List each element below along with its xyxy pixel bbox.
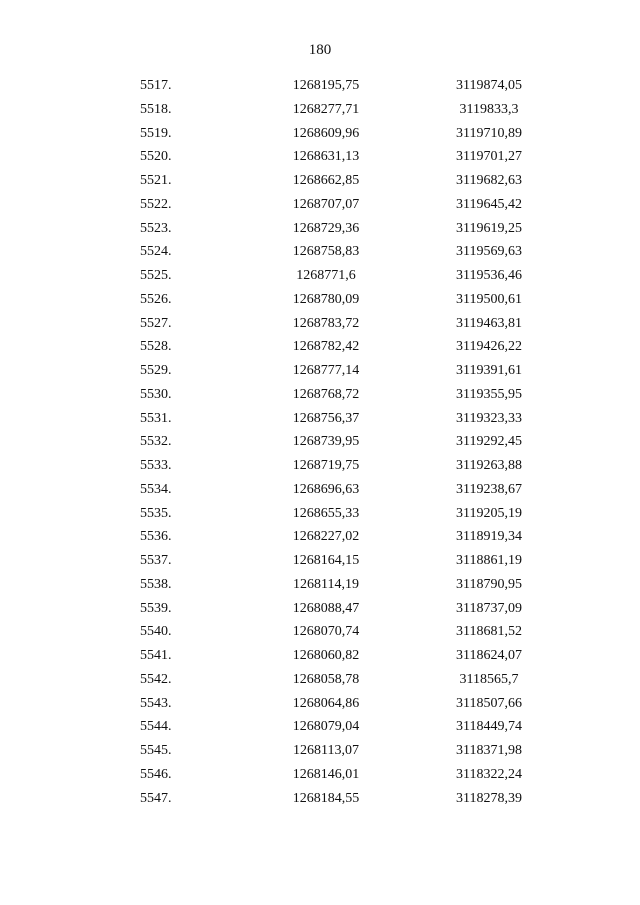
x-coordinate-cell: 1268079,04 bbox=[292, 719, 360, 735]
table-row bbox=[0, 573, 640, 597]
point-number-cell: 5539. bbox=[140, 600, 172, 616]
point-number-cell: 5530. bbox=[140, 386, 172, 402]
y-coordinate-cell: 3119619,25 bbox=[456, 220, 522, 236]
x-coordinate-cell: 1268782,42 bbox=[292, 339, 360, 355]
y-coordinate-cell: 3119500,61 bbox=[456, 291, 522, 307]
x-coordinate-cell: 1268696,63 bbox=[292, 481, 360, 497]
table-row bbox=[0, 264, 640, 288]
table-row bbox=[0, 193, 640, 217]
table-row bbox=[0, 620, 640, 644]
x-coordinate-cell: 1268783,72 bbox=[292, 315, 360, 331]
x-coordinate-cell: 1268655,33 bbox=[292, 505, 360, 521]
table-row bbox=[0, 359, 640, 383]
point-number-cell: 5543. bbox=[140, 695, 172, 711]
y-coordinate-cell: 3119463,81 bbox=[456, 315, 522, 331]
x-coordinate-cell: 1268758,83 bbox=[292, 244, 360, 260]
table-row bbox=[0, 335, 640, 359]
table-row bbox=[0, 122, 640, 146]
y-coordinate-cell: 3118507,66 bbox=[456, 695, 522, 711]
x-coordinate-cell: 1268771,6 bbox=[296, 268, 356, 283]
y-coordinate-cell: 3119645,42 bbox=[456, 196, 522, 212]
table-row bbox=[0, 145, 640, 169]
table-row bbox=[0, 98, 640, 122]
point-number-cell: 5520. bbox=[140, 149, 172, 165]
point-number-cell: 5540. bbox=[140, 624, 172, 640]
y-coordinate-cell: 3118278,39 bbox=[456, 790, 522, 806]
x-coordinate-cell: 1268184,55 bbox=[292, 790, 360, 806]
table-row bbox=[0, 312, 640, 336]
x-coordinate-cell: 1268756,37 bbox=[292, 410, 360, 426]
table-row bbox=[0, 715, 640, 739]
y-coordinate-cell: 3118624,07 bbox=[456, 648, 522, 663]
point-number-cell: 5541. bbox=[140, 648, 172, 663]
table-row bbox=[0, 597, 640, 621]
x-coordinate-cell: 1268060,82 bbox=[292, 648, 360, 663]
y-coordinate-cell: 3119536,46 bbox=[456, 268, 522, 283]
x-coordinate-cell: 1268719,75 bbox=[292, 458, 360, 473]
point-number-cell: 5526. bbox=[140, 291, 172, 307]
table-row bbox=[0, 288, 640, 312]
x-coordinate-cell: 1268058,78 bbox=[292, 671, 360, 687]
x-coordinate-cell: 1268768,72 bbox=[292, 386, 360, 402]
table-row bbox=[0, 240, 640, 264]
x-coordinate-cell: 1268146,01 bbox=[292, 766, 360, 782]
x-coordinate-cell: 1268729,36 bbox=[292, 220, 360, 236]
point-number-cell: 5535. bbox=[140, 505, 172, 521]
point-number-cell: 5542. bbox=[140, 671, 172, 687]
point-number-cell: 5536. bbox=[140, 529, 172, 545]
point-number-cell: 5524. bbox=[140, 244, 172, 260]
table-row bbox=[0, 763, 640, 787]
y-coordinate-cell: 3119263,88 bbox=[456, 458, 522, 473]
y-coordinate-cell: 3119238,67 bbox=[456, 481, 522, 497]
point-number-cell: 5528. bbox=[140, 339, 172, 355]
x-coordinate-cell: 1268631,13 bbox=[292, 149, 360, 165]
y-coordinate-cell: 3119205,19 bbox=[456, 505, 522, 521]
point-number-cell: 5518. bbox=[140, 101, 172, 117]
y-coordinate-cell: 3119682,63 bbox=[456, 173, 522, 188]
table-row bbox=[0, 74, 640, 98]
y-coordinate-cell: 3118790,95 bbox=[456, 576, 522, 592]
point-number-cell: 5534. bbox=[140, 481, 172, 497]
x-coordinate-cell: 1268227,02 bbox=[292, 529, 360, 545]
page-number: 180 bbox=[308, 42, 332, 58]
x-coordinate-cell: 1268780,09 bbox=[292, 291, 360, 307]
y-coordinate-cell: 3119701,27 bbox=[456, 149, 522, 165]
y-coordinate-cell: 3119874,05 bbox=[456, 78, 522, 93]
table-row bbox=[0, 739, 640, 763]
point-number-cell: 5544. bbox=[140, 719, 172, 735]
x-coordinate-cell: 1268195,75 bbox=[292, 78, 360, 93]
table-row bbox=[0, 430, 640, 454]
table-row bbox=[0, 478, 640, 502]
point-number-cell: 5517. bbox=[140, 78, 172, 93]
x-coordinate-cell: 1268070,74 bbox=[292, 624, 360, 640]
point-number-cell: 5523. bbox=[140, 220, 172, 236]
point-number-cell: 5537. bbox=[140, 553, 172, 568]
y-coordinate-cell: 3118449,74 bbox=[456, 719, 522, 735]
point-number-cell: 5519. bbox=[140, 125, 172, 141]
point-number-cell: 5546. bbox=[140, 766, 172, 782]
y-coordinate-cell: 3118919,34 bbox=[456, 529, 522, 545]
y-coordinate-cell: 3119391,61 bbox=[456, 363, 522, 378]
table-row bbox=[0, 407, 640, 431]
x-coordinate-cell: 1268707,07 bbox=[292, 196, 360, 212]
point-number-cell: 5533. bbox=[140, 458, 172, 473]
y-coordinate-cell: 3119292,45 bbox=[456, 434, 522, 450]
x-coordinate-cell: 1268277,71 bbox=[292, 101, 360, 117]
point-number-cell: 5521. bbox=[140, 173, 172, 188]
table-row bbox=[0, 454, 640, 478]
y-coordinate-cell: 3118861,19 bbox=[456, 553, 522, 568]
table-row bbox=[0, 549, 640, 573]
point-number-cell: 5538. bbox=[140, 576, 172, 592]
table-row bbox=[0, 525, 640, 549]
x-coordinate-cell: 1268609,96 bbox=[292, 125, 360, 141]
table-row bbox=[0, 383, 640, 407]
y-coordinate-cell: 3118737,09 bbox=[456, 600, 522, 616]
point-number-cell: 5532. bbox=[140, 434, 172, 450]
x-coordinate-cell: 1268777,14 bbox=[292, 363, 360, 378]
y-coordinate-cell: 3119833,3 bbox=[459, 101, 519, 117]
point-number-cell: 5545. bbox=[140, 743, 172, 758]
point-number-cell: 5529. bbox=[140, 363, 172, 378]
y-coordinate-cell: 3119426,22 bbox=[456, 339, 522, 355]
y-coordinate-cell: 3118322,24 bbox=[456, 766, 522, 782]
point-number-cell: 5531. bbox=[140, 410, 172, 426]
x-coordinate-cell: 1268088,47 bbox=[292, 600, 360, 616]
x-coordinate-cell: 1268064,86 bbox=[292, 695, 360, 711]
point-number-cell: 5525. bbox=[140, 268, 172, 283]
table-row bbox=[0, 692, 640, 716]
table-row bbox=[0, 502, 640, 526]
point-number-cell: 5547. bbox=[140, 790, 172, 806]
table-row bbox=[0, 668, 640, 692]
y-coordinate-cell: 3119710,89 bbox=[456, 125, 522, 141]
y-coordinate-cell: 3118681,52 bbox=[456, 624, 522, 640]
table-row bbox=[0, 217, 640, 241]
y-coordinate-cell: 3119569,63 bbox=[456, 244, 522, 260]
x-coordinate-cell: 1268164,15 bbox=[292, 553, 360, 568]
y-coordinate-cell: 3119323,33 bbox=[456, 410, 522, 426]
y-coordinate-cell: 3118565,7 bbox=[459, 671, 519, 687]
table-row bbox=[0, 787, 640, 811]
y-coordinate-cell: 3119355,95 bbox=[456, 386, 522, 402]
coordinates-table bbox=[0, 74, 640, 810]
x-coordinate-cell: 1268662,85 bbox=[292, 173, 360, 188]
point-number-cell: 5522. bbox=[140, 196, 172, 212]
x-coordinate-cell: 1268113,07 bbox=[293, 743, 359, 758]
table-row bbox=[0, 169, 640, 193]
x-coordinate-cell: 1268739,95 bbox=[292, 434, 360, 450]
table-row bbox=[0, 644, 640, 668]
point-number-cell: 5527. bbox=[140, 315, 172, 331]
x-coordinate-cell: 1268114,19 bbox=[293, 576, 359, 592]
y-coordinate-cell: 3118371,98 bbox=[456, 743, 522, 758]
